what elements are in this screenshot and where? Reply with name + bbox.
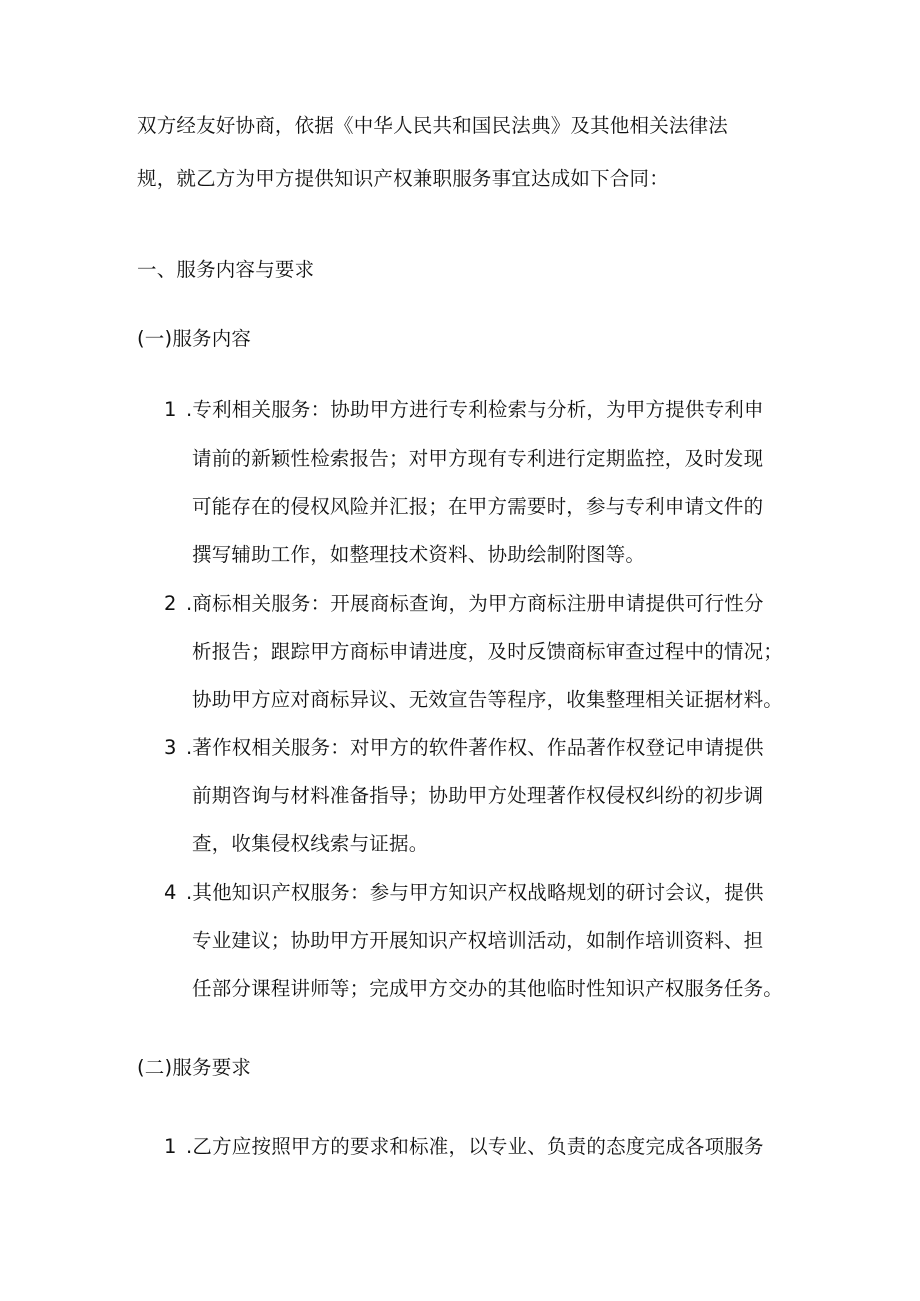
list-item-line: 析报告；跟踪甲方商标申请进度，及时反馈商标审查过程中的情况； [192,640,784,663]
list-item-line: 查，收集侵权线索与证据。 [192,832,429,855]
list-item-number: 1 [164,1135,177,1158]
subsection-heading-requirements: (二)服务要求 [137,1056,252,1079]
section-heading: 一、服务内容与要求 [137,258,315,281]
list-item-number: 4 [164,881,177,904]
list-item-line: .其他知识产权服务：参与甲方知识产权战略规划的研讨会议，提供 [186,881,764,904]
list-item-line: 请前的新颖性检索报告；对甲方现有专利进行定期监控，及时发现 [192,447,764,470]
list-item-line: .著作权相关服务：对甲方的软件著作权、作品著作权登记申请提供 [186,736,764,759]
list-item-line: .乙方应按照甲方的要求和标准，以专业、负责的态度完成各项服务 [186,1135,764,1158]
list-item-line: 前期咨询与材料准备指导；协助甲方处理著作权侵权纠纷的初步调 [192,784,764,807]
list-item-number: 1 [164,398,177,421]
list-item-line: 任部分课程讲师等；完成甲方交办的其他临时性知识产权服务任务。 [192,977,784,1000]
intro-line-1: 双方经友好协商，依据《中华人民共和国民法典》及其他相关法律法 [137,114,729,137]
subsection-heading-services: (一)服务内容 [137,327,252,350]
list-item-number: 2 [164,592,177,615]
intro-line-2: 规，就乙方为甲方提供知识产权兼职服务事宜达成如下合同： [137,167,669,190]
list-item-number: 3 [164,736,177,759]
list-item-line: .商标相关服务：开展商标查询，为甲方商标注册申请提供可行性分 [186,592,764,615]
list-item-line: 可能存在的侵权风险并汇报；在甲方需要时，参与专利申请文件的 [192,495,764,518]
list-item-line: 协助甲方应对商标异议、无效宣告等程序，收集整理相关证据材料。 [192,688,784,711]
list-item-line: 专业建议；协助甲方开展知识产权培训活动，如制作培训资料、担 [192,929,764,952]
list-item-line: 撰写辅助工作，如整理技术资料、协助绘制附图等。 [192,543,646,566]
list-item-line: .专利相关服务：协助甲方进行专利检索与分析，为甲方提供专利申 [186,398,764,421]
